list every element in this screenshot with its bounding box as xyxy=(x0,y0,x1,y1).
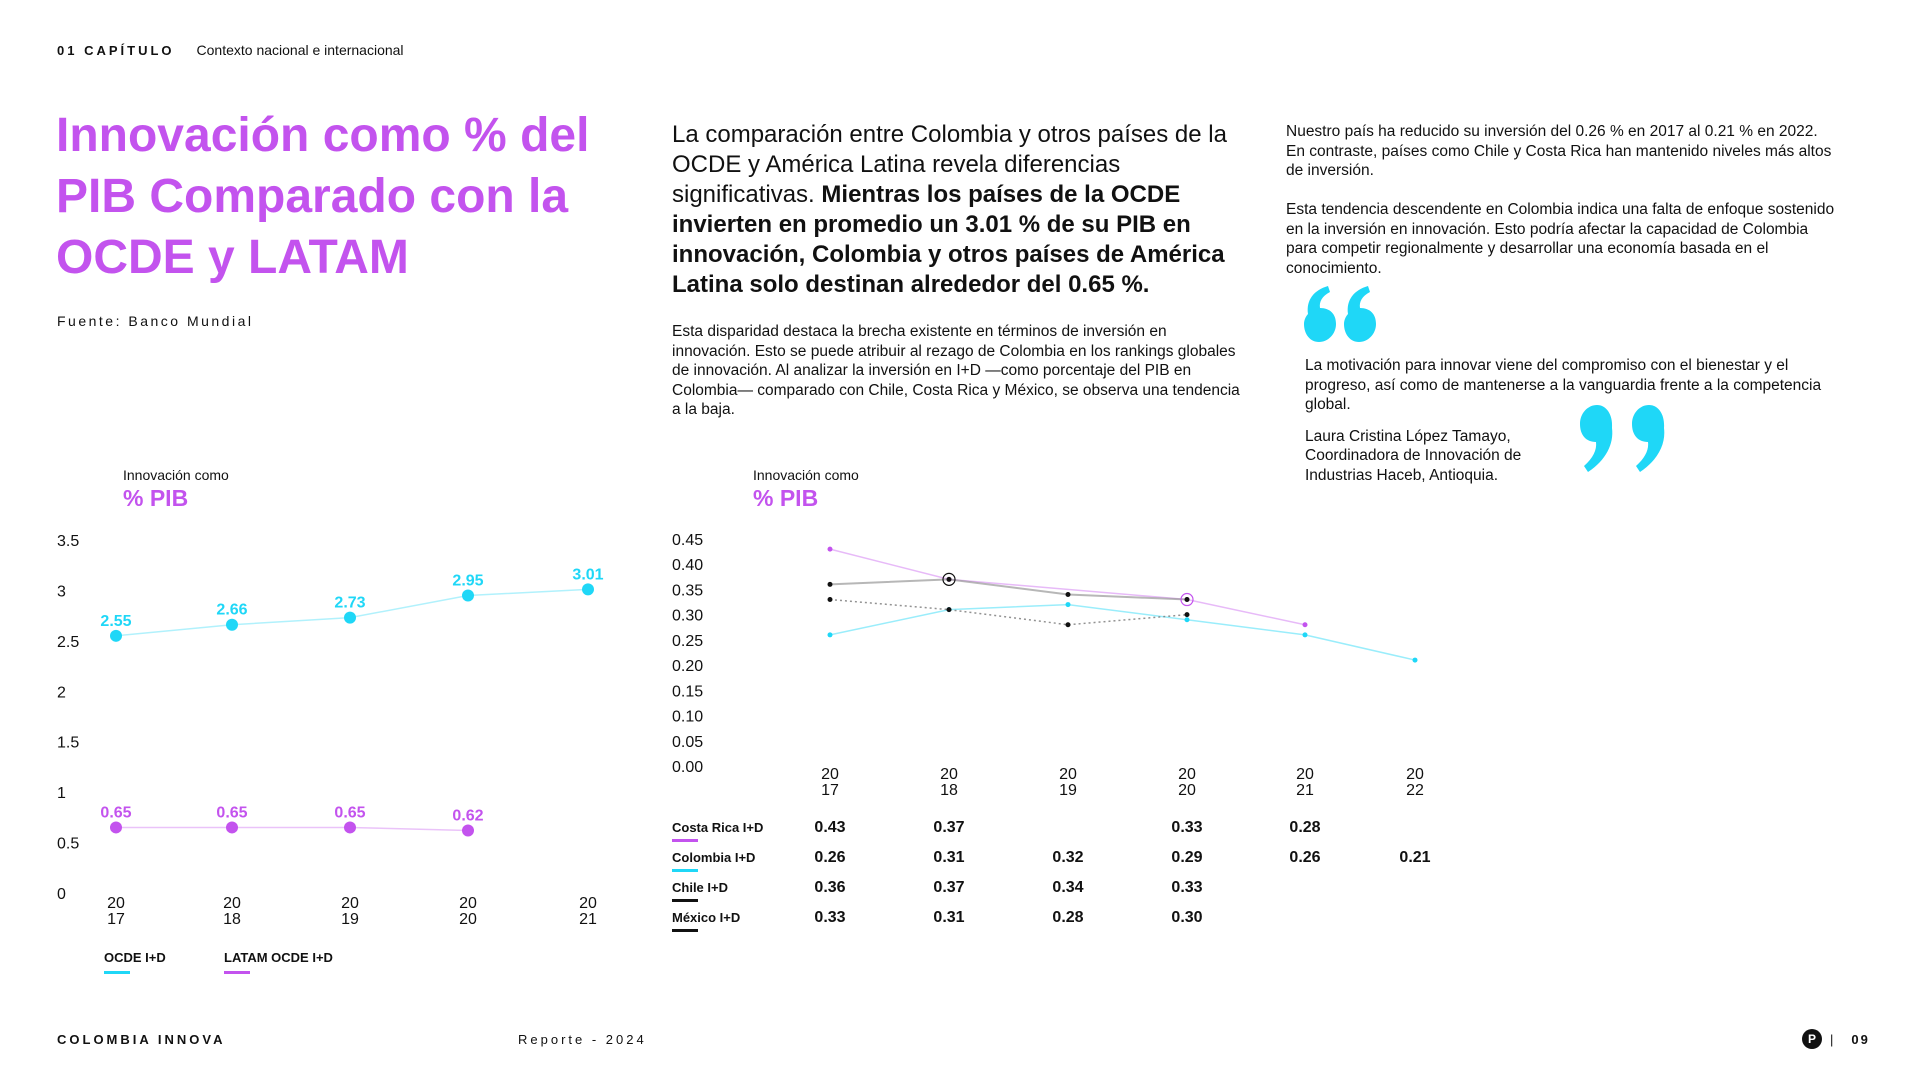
chart1-series-0-point-4 xyxy=(582,583,594,595)
chart1-ytick-1: 3 xyxy=(57,583,66,601)
chart2-ytick-6: 0.15 xyxy=(672,683,704,701)
chart2-table-row-0-value-1: 0.37 xyxy=(933,819,965,836)
quote-author: Laura Cristina López Tamayo, Coordinadora de Innovación de Industrias Haceb, Antioquia. xyxy=(1305,427,1522,484)
chart2-table-row-1-swatch xyxy=(672,869,698,872)
chart2-table-row-1-value-1: 0.31 xyxy=(933,849,965,866)
chart2-table-row-0-value-4: 0.28 xyxy=(1289,819,1321,836)
chart2-series-2-line xyxy=(830,579,1187,599)
legend-item-latam xyxy=(224,950,333,974)
chart1-series-1-line xyxy=(116,827,468,830)
legend-swatch-ocde xyxy=(104,971,130,974)
chart2-table-row-3-value-3: 0.30 xyxy=(1171,909,1203,926)
chart1-ytick-6: 0.5 xyxy=(57,835,80,853)
chapter-number: 01 CAPÍTULO xyxy=(57,43,175,58)
chart1-series-1-label-2: 0.65 xyxy=(334,804,366,822)
chart2-ytick-4: 0.25 xyxy=(672,632,704,650)
chart1-ytick-0: 3.5 xyxy=(57,533,80,550)
legend-label-latam: LATAM OCDE I+D xyxy=(224,950,333,965)
chart1-series-1-label-1: 0.65 xyxy=(216,804,248,822)
chart1-series-0-label-1: 2.66 xyxy=(216,601,248,619)
right-paragraph-1: Nuestro país ha reducido su inversión del 0.26 % en 2017 al 0.21 % en 2022. En contraste, países como Chile y Costa Rica han mantenido niveles más altos de inversión. xyxy=(1286,123,1832,179)
chart1-xtick-2: 20 19 xyxy=(341,895,359,928)
chart2-table-row-2-value-3: 0.33 xyxy=(1171,879,1203,896)
footer-separator: | xyxy=(1830,1031,1834,1047)
chart2-table-row-3-value-0: 0.33 xyxy=(814,909,846,926)
chart2-xtick-3: 20 20 xyxy=(1178,766,1196,799)
chart1-ytick-5: 1 xyxy=(57,785,66,803)
chart2-ytick-1: 0.40 xyxy=(672,557,704,575)
chart1-series-1-point-2 xyxy=(344,821,356,833)
chart2-series-1-point-5 xyxy=(1413,658,1418,663)
source-note: Fuente: Banco Mundial xyxy=(57,313,254,329)
chart2-series-1-point-2 xyxy=(1066,602,1071,607)
chart1-series-0-label-0: 2.55 xyxy=(100,612,132,630)
chart2-table-row-1-label: Colombia I+D xyxy=(672,850,756,865)
legend-item-ocde xyxy=(104,950,166,974)
chart2-series-1-point-4 xyxy=(1303,632,1308,637)
chart1-xtick-3: 20 20 xyxy=(459,895,477,928)
footer-report: Reporte - 2024 xyxy=(518,1032,647,1047)
chart2-table-row-0-value-0: 0.43 xyxy=(814,819,846,836)
right-paragraph-2: Esta tendencia descendente en Colombia indica una falta de enfoque sostenido en la inversión en innovación. Esto podría afectar la capacidad de Colombia para competir regionalmente y desarrollar una economía basada en el conocimiento. xyxy=(1286,201,1835,277)
chart1-series-0-point-2 xyxy=(344,612,356,624)
footer-page xyxy=(1802,1029,1870,1049)
chart2-xtick-2: 20 19 xyxy=(1059,766,1077,799)
chart2-table-row-2-value-0: 0.36 xyxy=(814,879,846,896)
chart2-table-row-0-value-3: 0.33 xyxy=(1171,819,1203,836)
chart1-ytick-4: 1.5 xyxy=(57,734,80,752)
chart2-table-row-3-label: México I+D xyxy=(672,910,741,925)
chart2-table-row-3-swatch xyxy=(672,929,698,932)
legend-label-ocde: OCDE I+D xyxy=(104,950,166,965)
chart2-xtick-4: 20 21 xyxy=(1296,766,1314,799)
chart2-series-3-point-2 xyxy=(1066,622,1071,627)
chart2-series-2-point-2 xyxy=(1066,592,1071,597)
chart2-ytick-8: 0.05 xyxy=(672,733,704,751)
chart1-ytick-3: 2 xyxy=(57,684,66,702)
chart1-series-1-point-1 xyxy=(226,821,238,833)
chart2-table-row-1-value-3: 0.29 xyxy=(1171,849,1203,866)
chart2-series-2-point-1 xyxy=(947,577,952,582)
chart2-series-1-point-0 xyxy=(828,632,833,637)
chart1-title-big: % PIB xyxy=(123,485,189,511)
chart2-table-row-0-swatch xyxy=(672,839,698,842)
chart2-table-row-1-value-4: 0.26 xyxy=(1289,849,1321,866)
chart2-ytick-3: 0.30 xyxy=(672,607,704,625)
chart1-ytick-7: 0 xyxy=(57,886,66,903)
chart2-xtick-1: 20 18 xyxy=(940,766,958,799)
chart2-series-0-line xyxy=(830,549,1305,625)
chart2-table-row-2-swatch xyxy=(672,899,698,902)
chart1-xtick-0: 20 17 xyxy=(107,895,125,928)
chart2-ytick-9: 0.00 xyxy=(672,759,704,776)
chart2-series-3-point-3 xyxy=(1185,612,1190,617)
lead-bold-text: Mientras los países de la OCDE invierten en promedio un 3.01 % de su PIB en innovación, Colombia y otros países de América Latina solo destinan alrededor del 0.65 %. xyxy=(672,181,1225,298)
page-number: 09 xyxy=(1851,1031,1870,1047)
lead-normal-text: La comparación entre Colombia y otros países de la OCDE y América Latina revela diferencias significativas. xyxy=(672,121,1227,208)
body-paragraph: Esta disparidad destaca la brecha existente en términos de inversión en innovación. Esto se puede atribuir al rezago de Colombia en los rankings globales de innovación. Al analizar la inversión en I+D —como porcentaje del PIB en Colombia— comparado con Chile, Costa Rica y México, se observa una tendencia a la baja. xyxy=(672,323,1240,418)
chart2-title-big: % PIB xyxy=(753,485,819,511)
chart2-series-0-point-4 xyxy=(1303,622,1308,627)
chart2-xtick-0: 20 17 xyxy=(821,766,839,799)
chart2-ytick-2: 0.35 xyxy=(672,582,704,600)
chart1-series-0-label-4: 3.01 xyxy=(572,566,604,584)
chart2-ytick-5: 0.20 xyxy=(672,658,704,676)
chart1-xtick-4: 20 21 xyxy=(579,895,597,928)
chart1-series-1-point-0 xyxy=(110,821,122,833)
chart2-series-3-point-0 xyxy=(828,597,833,602)
brand-logo-icon: P xyxy=(1802,1029,1822,1049)
chart2-table-row-1-value-5: 0.21 xyxy=(1399,849,1431,866)
chart1-series-0-point-1 xyxy=(226,619,238,631)
quote-text: La motivación para innovar viene del compromiso con el bienestar y el progreso, así como de mantenerse a la vanguardia frente a la competencia global. xyxy=(1305,357,1822,413)
chart2-series-2-point-3 xyxy=(1185,597,1190,602)
chart1-series-0-label-2: 2.73 xyxy=(334,594,366,612)
chart1-series-1-label-0: 0.65 xyxy=(100,804,132,822)
chart1-xtick-1: 20 18 xyxy=(223,895,241,928)
chart2-title-small: Innovación como xyxy=(753,467,859,483)
chart1-series-1-point-3 xyxy=(462,824,474,836)
chart2-table-row-1-value-2: 0.32 xyxy=(1052,849,1084,866)
chart1-series-0-point-3 xyxy=(462,589,474,601)
chart2-table-row-2-label: Chile I+D xyxy=(672,880,728,895)
chart2-series-0-point-0 xyxy=(828,547,833,552)
chart2-table-row-2-value-1: 0.37 xyxy=(933,879,965,896)
chart2-ytick-7: 0.10 xyxy=(672,708,704,726)
footer-brand: COLOMBIA INNOVA xyxy=(57,1032,226,1047)
chart1-series-0-label-3: 2.95 xyxy=(452,572,484,590)
chart2-series-1-point-3 xyxy=(1185,617,1190,622)
chart2-table-row-1-value-0: 0.26 xyxy=(814,849,846,866)
chart2-xtick-5: 20 22 xyxy=(1406,766,1424,799)
chart1-series-1-label-3: 0.62 xyxy=(452,807,484,825)
chart1-title-small: Innovación como xyxy=(123,467,229,483)
page-title: Innovación como % del PIB Comparado con la OCDE y LATAM xyxy=(56,109,590,284)
chart2-table-row-2-value-2: 0.34 xyxy=(1052,879,1084,896)
chart2-ytick-0: 0.45 xyxy=(672,532,704,549)
chart2-table-row-0-label: Costa Rica I+D xyxy=(672,820,764,835)
chapter-topic: Contexto nacional e internacional xyxy=(196,42,404,58)
chart2-series-2-point-0 xyxy=(828,582,833,587)
chart1-series-0-point-0 xyxy=(110,630,122,642)
chart2-table-row-3-value-1: 0.31 xyxy=(933,909,965,926)
chart2-series-3-line xyxy=(830,600,1187,625)
chart2-series-3-point-1 xyxy=(947,607,952,612)
chart2-series-1-line xyxy=(830,605,1415,660)
chart1-ytick-2: 2.5 xyxy=(57,633,80,651)
legend-swatch-latam xyxy=(224,971,250,974)
chart2-table-row-3-value-2: 0.28 xyxy=(1052,909,1084,926)
